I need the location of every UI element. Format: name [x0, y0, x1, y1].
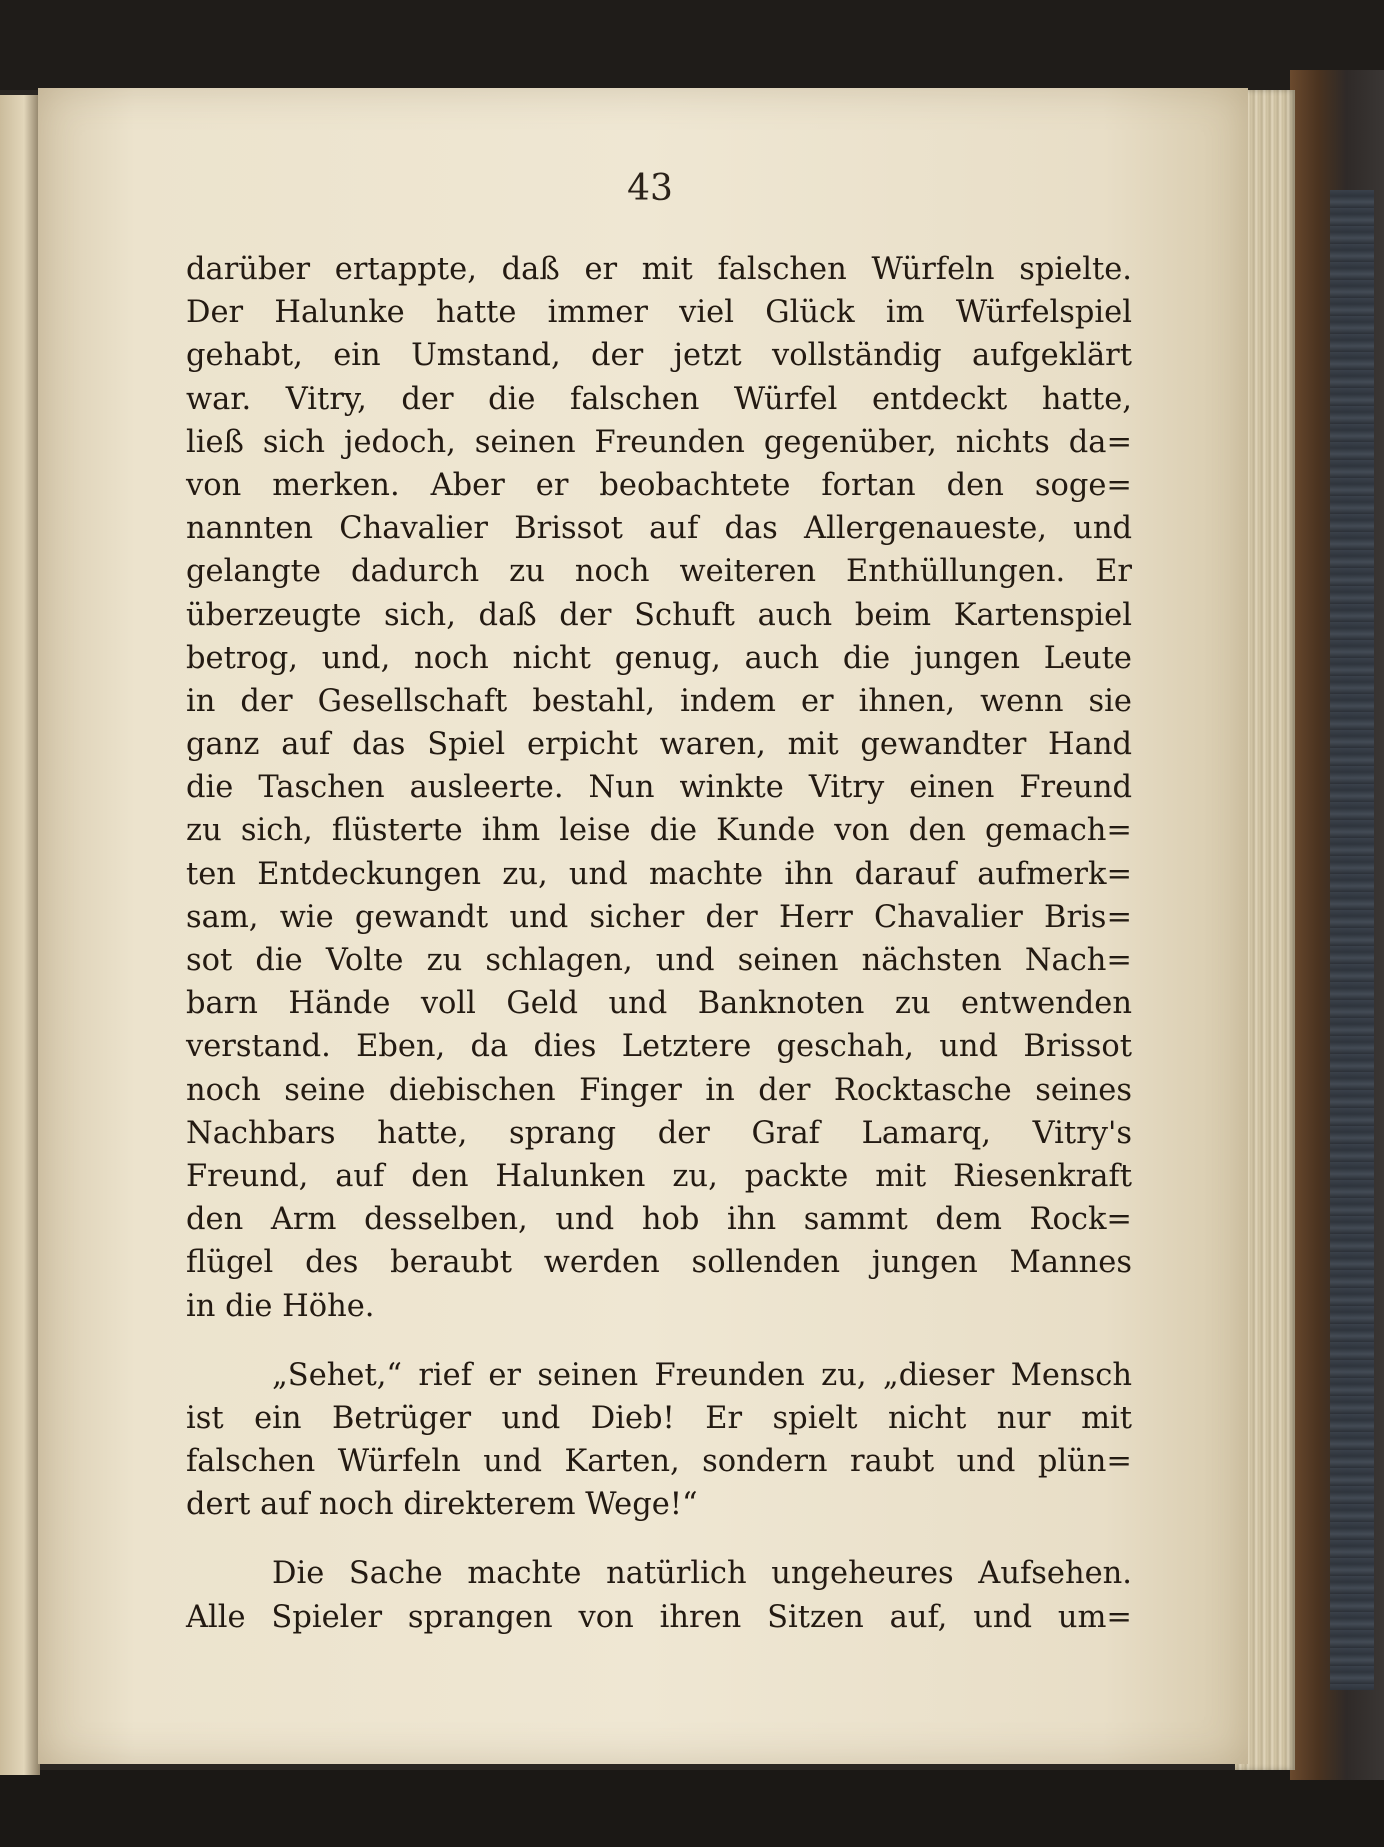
text-line: ließ sich jedoch, seinen Freunden gegenüber, nichts da=: [186, 424, 1132, 460]
text-line: gelangte dadurch zu noch weiteren Enthüllungen. Er: [186, 554, 1132, 590]
text-line: flügel des beraubt werden sollenden jungen Mannes: [186, 1245, 1132, 1281]
body-text: [186, 248, 1132, 1639]
text-line: in die Höhe.: [186, 1288, 375, 1324]
text-line: gehabt, ein Umstand, der jetzt vollständig aufgeklärt: [186, 338, 1132, 374]
background-top: [0, 0, 1384, 90]
left-page-edge: [0, 95, 40, 1775]
text-line: überzeugte sich, daß der Schuft auch beim Kartenspiel: [186, 597, 1132, 633]
text-line: barn Hände voll Geld und Banknoten zu entwenden: [186, 986, 1132, 1022]
text-line: die Taschen ausleerte. Nun winkte Vitry einen Freund: [186, 770, 1132, 806]
page-number: 43: [627, 168, 673, 209]
text-line: ten Entdeckungen zu, und machte ihn darauf aufmerk=: [186, 856, 1132, 892]
text-line: „Sehet,“ rief er seinen Freunden zu, „dieser Mensch: [272, 1357, 1132, 1393]
paragraph-gap: [186, 1526, 1132, 1552]
paragraph-gap: [186, 1328, 1132, 1354]
book-cover-texture: [1330, 190, 1374, 1690]
text-line: war. Vitry, der die falschen Würfel entdeckt hatte,: [186, 381, 1132, 417]
paragraph: [186, 248, 1132, 1328]
text-line: ist ein Betrüger und Dieb! Er spielt nicht nur mit: [186, 1400, 1132, 1436]
background-bottom: [0, 1770, 1384, 1847]
text-line: Der Halunke hatte immer viel Glück im Würfelspiel: [186, 295, 1132, 331]
text-line: Nachbars hatte, sprang der Graf Lamarq, Vitry's: [186, 1115, 1132, 1151]
text-line: in der Gesellschaft bestahl, indem er ihnen, wenn sie: [186, 683, 1132, 719]
text-line: betrog, und, noch nicht genug, auch die jungen Leute: [186, 640, 1132, 676]
text-line: sot die Volte zu schlagen, und seinen nächsten Nach=: [186, 943, 1132, 978]
text-line: dert auf noch direkterem Wege!“: [186, 1487, 698, 1523]
text-line: falschen Würfeln und Karten, sondern raubt und plün=: [186, 1444, 1132, 1480]
text-line: Alle Spieler sprangen von ihren Sitzen auf, und um=: [186, 1599, 1132, 1635]
text-line: von merken. Aber er beobachtete fortan den soge=: [186, 467, 1132, 503]
text-line: zu sich, flüsterte ihm leise die Kunde von den gemach=: [186, 813, 1132, 849]
text-line: nannten Chavalier Brissot auf das Allergenaueste, und: [186, 511, 1132, 547]
paragraph: [186, 1354, 1132, 1527]
text-line: Freund, auf den Halunken zu, packte mit Riesenkraft: [186, 1158, 1132, 1194]
text-line: verstand. Eben, da dies Letztere geschah, und Brissot: [186, 1029, 1132, 1065]
paragraph: [186, 1552, 1132, 1638]
text-line: den Arm desselben, und hob ihn sammt dem Rock=: [186, 1202, 1132, 1238]
text-line: Die Sache machte natürlich ungeheures Aufsehen.: [272, 1556, 1132, 1592]
text-line: sam, wie gewandt und sicher der Herr Chavalier Bris=: [186, 899, 1132, 935]
text-line: noch seine diebischen Finger in der Rocktasche seines: [186, 1072, 1132, 1108]
text-line: darüber ertappte, daß er mit falschen Würfeln spielte.: [186, 252, 1132, 287]
text-line: ganz auf das Spiel erpicht waren, mit gewandter Hand: [186, 727, 1132, 763]
